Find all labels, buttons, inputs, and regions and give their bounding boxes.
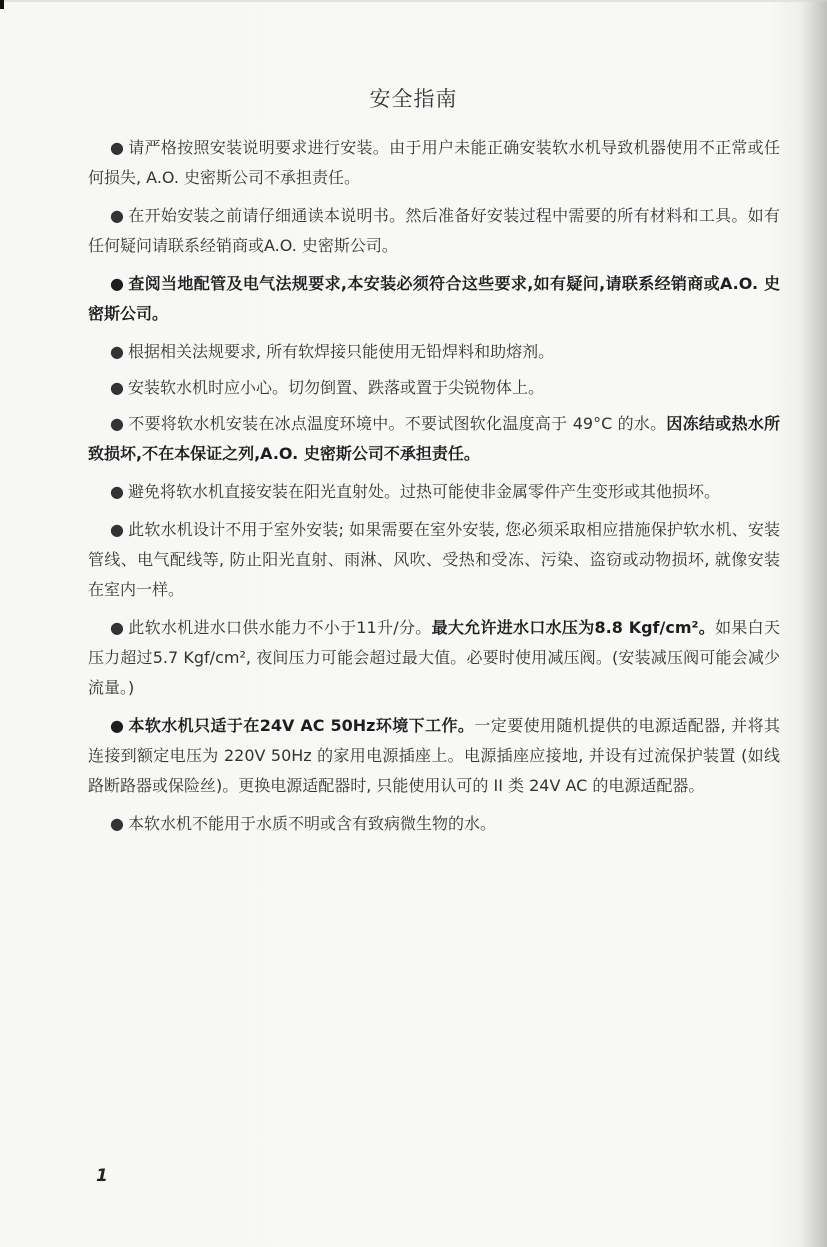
paragraph-text: 本软水机不能用于水质不明或含有致病微生物的水。 (128, 814, 497, 833)
safety-paragraph-5 (88, 373, 780, 403)
safety-paragraph-7 (88, 477, 780, 507)
bullet-icon: ● (110, 618, 124, 637)
safety-paragraph-3 (88, 269, 780, 329)
paragraph-text: 请严格按照安装说明要求进行安装。由于用户未能正确安装软水机导致机器使用不正常或任何损失, A.O. 史密斯公司不承担责任。 (88, 138, 780, 187)
bullet-icon: ● (110, 520, 124, 539)
bullet-icon: ● (110, 378, 124, 397)
bullet-icon: ● (110, 138, 124, 157)
paragraph-bold-text: 最大允许进水口水压为8.8 Kgf/cm²。 (431, 618, 716, 637)
safety-paragraph-8 (88, 515, 780, 605)
page-number: 1 (96, 1166, 108, 1186)
paragraph-text: 根据相关法规要求, 所有软焊接只能使用无铅焊料和助熔剂。 (128, 342, 555, 361)
bullet-icon: ● (110, 814, 124, 833)
paragraph-bold-text: 因冻结或热水所致损坏,不在本保证之列,A.O. 史密斯公司不承担责任。 (88, 414, 780, 463)
page-title: 安全指南 (369, 87, 458, 111)
safety-paragraph-6 (88, 409, 780, 469)
paragraph-bold-text: 本软水机只适于在24V AC 50Hz环境下工作。 (128, 716, 475, 735)
paragraph-text: 一定要使用随机提供的电源适配器, 并将其连接到额定电压为 220V 50Hz 的家用电源插座上。电源插座应接地, 并设有过流保护装置 (如线路断路器或保险丝)。更换电源适配器时, 只能使用认可的 II 类 24V AC 的电源适配器。 (88, 716, 780, 795)
bullet-icon: ● (110, 482, 124, 501)
page-top-edge (0, 0, 827, 2)
safety-paragraph-9 (88, 613, 780, 703)
scan-corner-mark (0, 0, 4, 9)
paragraph-bold-text: 查阅当地配管及电气法规要求,本安装必须符合这些要求,如有疑问,请联系经销商或A.O. 史密斯公司。 (88, 274, 780, 323)
binding-shadow (799, 0, 827, 1247)
safety-paragraph-4 (88, 337, 780, 367)
bullet-icon: ● (110, 206, 124, 225)
paragraph-text: 如果白天压力超过5.7 Kgf/cm², 夜间压力可能会超过最大值。必要时使用减压阀。(安装减压阀可能会减少流量。) (88, 618, 780, 697)
paragraph-text: 安装软水机时应小心。切勿倒置、跌落或置于尖锐物体上。 (128, 378, 545, 397)
paragraph-text: 此软水机进水口供水能力不小于11升/分。 (128, 618, 432, 637)
paragraph-text: 在开始安装之前请仔细通读本说明书。然后准备好安装过程中需要的所有材料和工具。如有任何疑问请联系经销商或A.O. 史密斯公司。 (88, 206, 780, 255)
bullet-icon: ● (110, 716, 124, 735)
safety-paragraph-1 (88, 133, 780, 193)
bullet-icon: ● (110, 342, 124, 361)
safety-paragraph-2 (88, 201, 780, 261)
safety-paragraph-11 (88, 809, 780, 839)
paragraph-text: 此软水机设计不用于室外安装; 如果需要在室外安装, 您必须采取相应措施保护软水机、安装管线、电气配线等, 防止阳光直射、雨淋、风吹、受热和受冻、污染、盗窃或动物损坏, 就像安装在室内一样。 (88, 520, 780, 599)
paragraph-text: 避免将软水机直接安装在阳光直射处。过热可能使非金属零件产生变形或其他损坏。 (128, 482, 721, 501)
bullet-icon: ● (110, 274, 124, 293)
safety-paragraph-10 (88, 711, 780, 801)
paragraph-text: 不要将软水机安装在冰点温度环境中。不要试图软化温度高于 49°C 的水。 (128, 414, 667, 433)
safety-guide-content (88, 133, 780, 847)
bullet-icon: ● (110, 414, 124, 433)
